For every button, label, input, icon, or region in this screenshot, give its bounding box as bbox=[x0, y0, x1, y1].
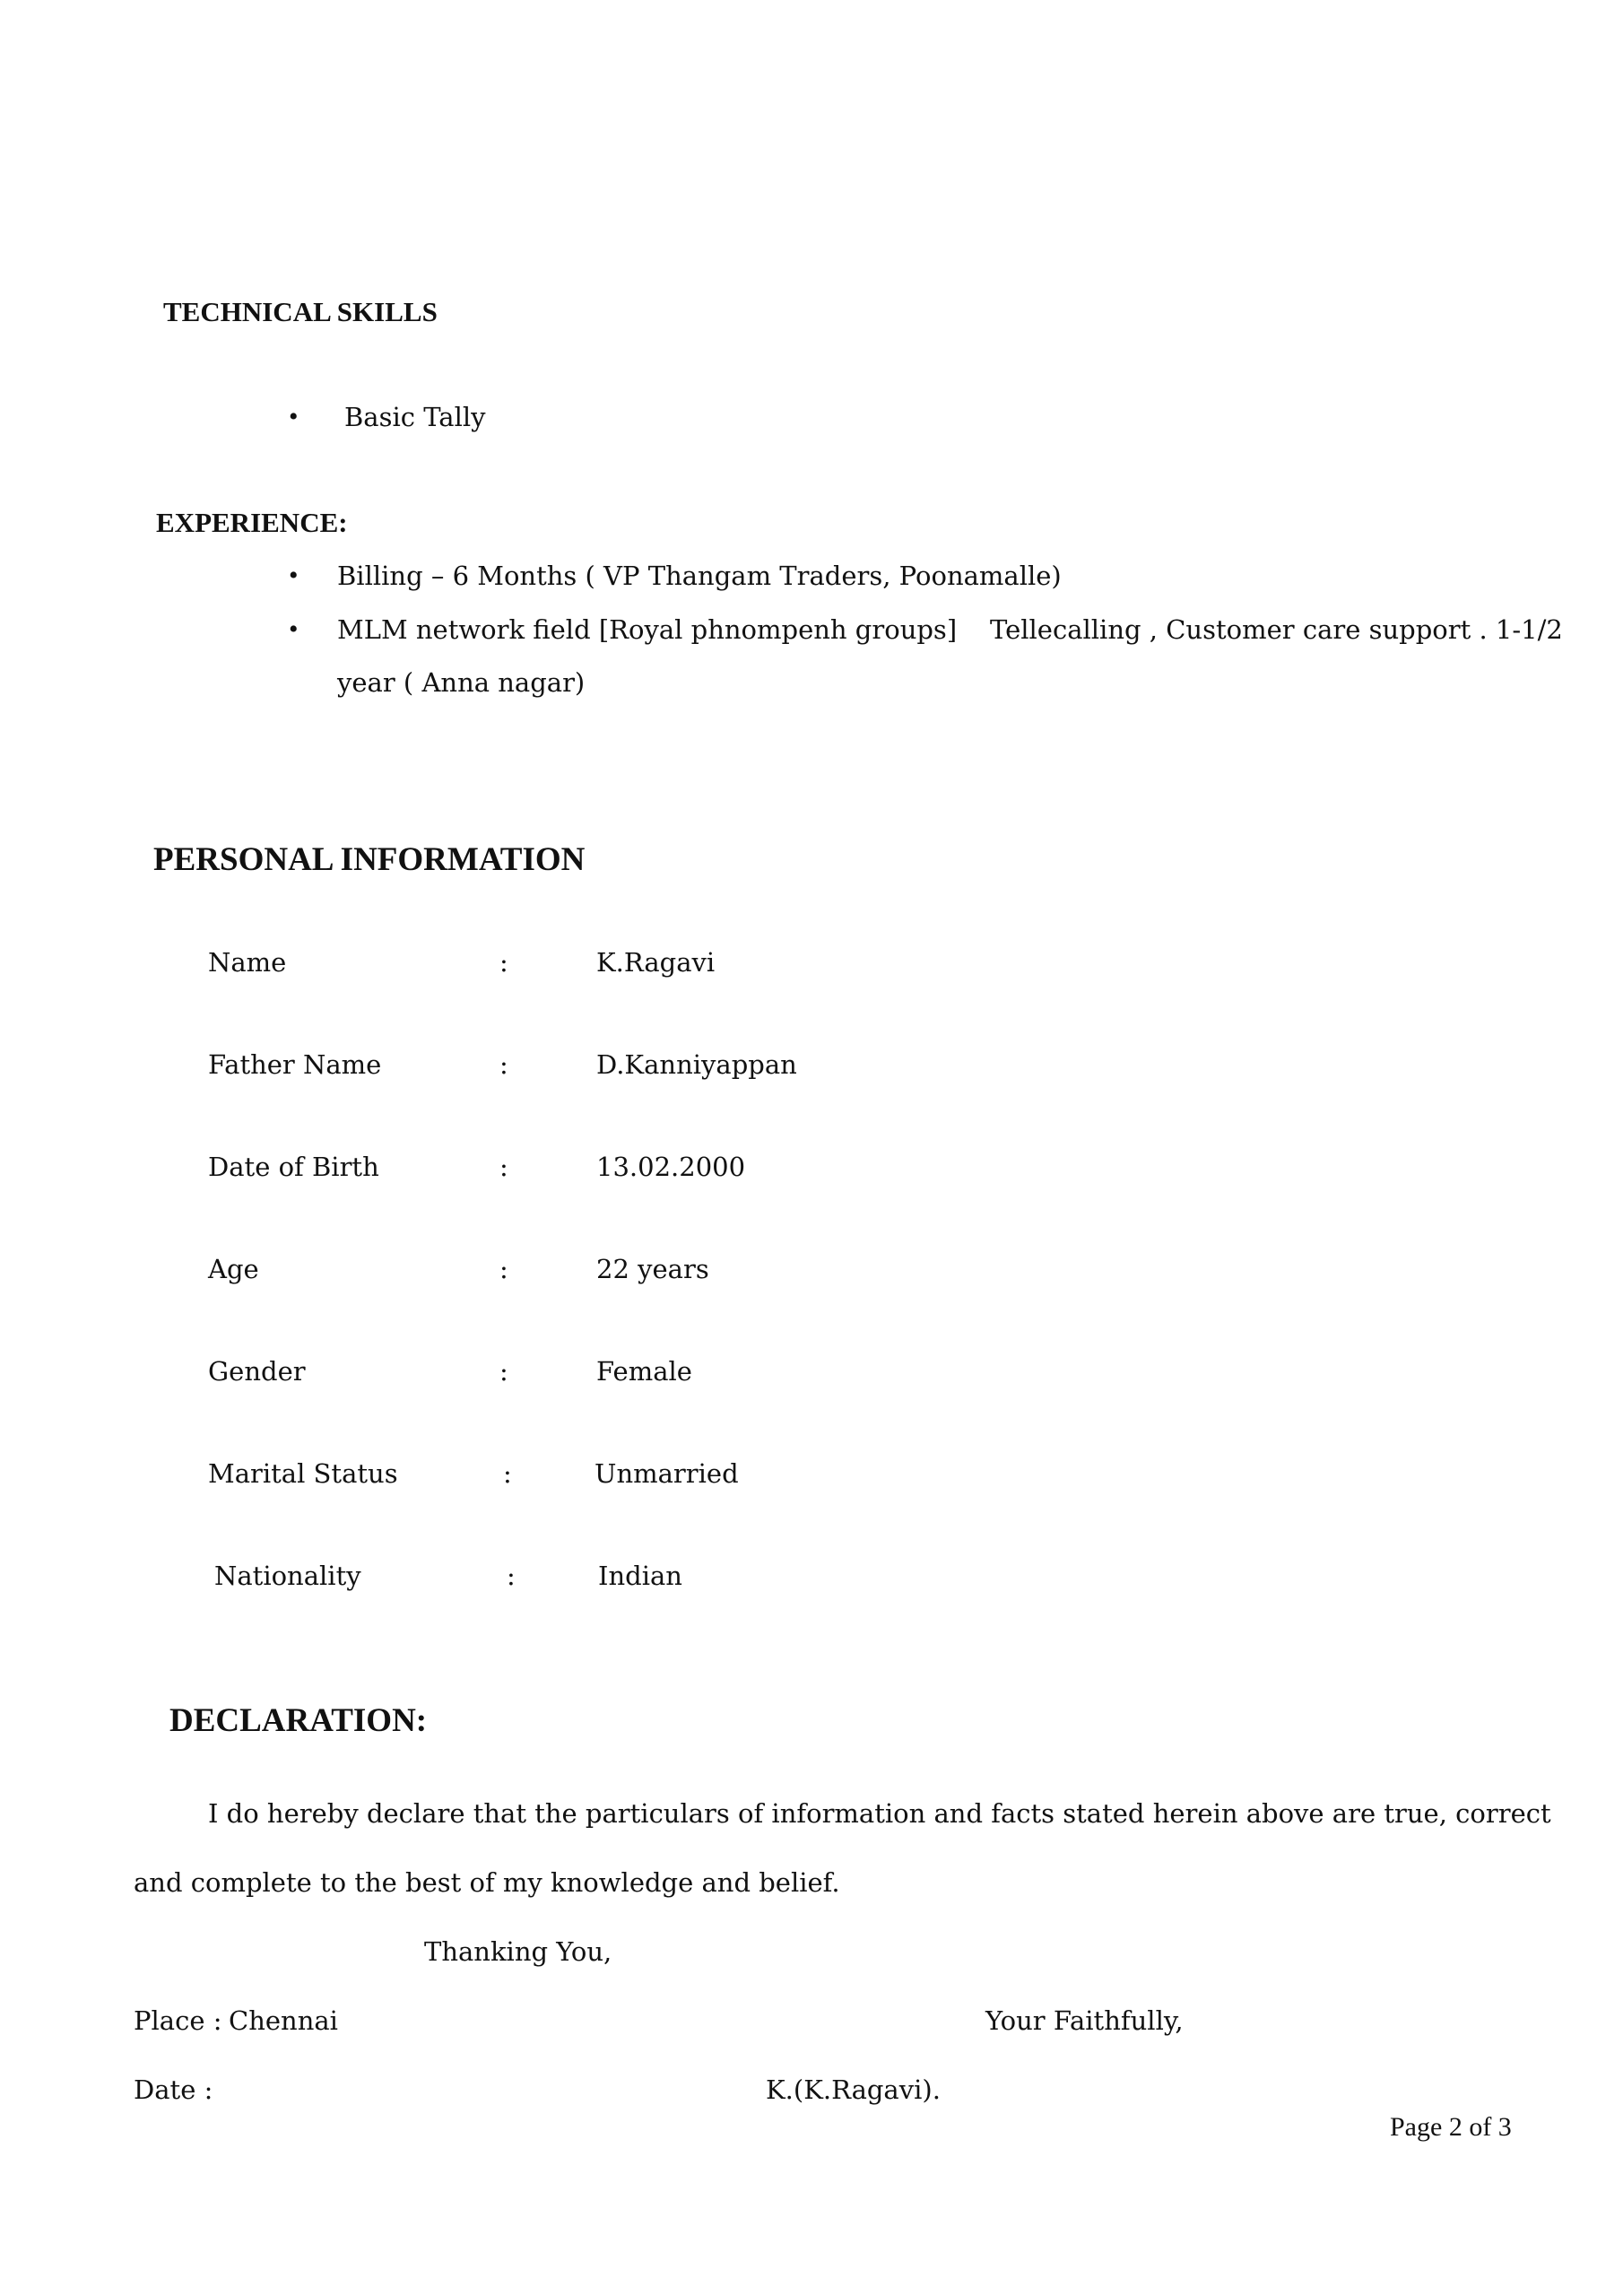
signature-name: K.(K.Ragavi). bbox=[766, 2074, 941, 2105]
place-label: Place : bbox=[134, 2005, 222, 2036]
info-separator: : bbox=[503, 1458, 512, 1489]
info-separator: : bbox=[499, 947, 508, 978]
info-label: Age bbox=[208, 1254, 259, 1284]
personal-information-heading: PERSONAL INFORMATION bbox=[153, 841, 586, 878]
info-separator: : bbox=[499, 1356, 508, 1387]
declaration-line: I do hereby declare that the particulars of information and facts stated herein above are true, correct bbox=[208, 1798, 1551, 1829]
experience-heading: EXPERIENCE: bbox=[156, 507, 348, 538]
thanking-text: Thanking You, bbox=[424, 1936, 612, 1967]
info-value: Indian bbox=[598, 1561, 682, 1591]
bullet-icon: • bbox=[289, 561, 299, 590]
technical-skills-heading: TECHNICAL SKILLS bbox=[163, 296, 438, 327]
experience-item: MLM network field [Royal phnompenh groups] Tellecalling , Customer care support . 1-1/2 bbox=[337, 614, 1563, 645]
info-label: Gender bbox=[208, 1356, 306, 1387]
info-value: Unmarried bbox=[595, 1458, 739, 1489]
declaration-heading: DECLARATION: bbox=[169, 1702, 428, 1739]
page-number: Page 2 of 3 bbox=[1390, 2112, 1512, 2142]
info-value: 22 years bbox=[596, 1254, 709, 1284]
info-label: Name bbox=[208, 947, 287, 978]
skill-item: Basic Tally bbox=[344, 402, 486, 432]
info-value: 13.02.2000 bbox=[596, 1152, 746, 1182]
info-separator: : bbox=[499, 1152, 508, 1182]
info-label: Date of Birth bbox=[208, 1152, 379, 1182]
experience-item: Billing – 6 Months ( VP Thangam Traders, Poonamalle) bbox=[337, 561, 1062, 591]
info-label: Marital Status bbox=[208, 1458, 398, 1489]
place-value: Chennai bbox=[229, 2005, 338, 2036]
info-label: Father Name bbox=[208, 1049, 382, 1080]
date-label: Date : bbox=[134, 2074, 213, 2105]
declaration-line: and complete to the best of my knowledge and belief. bbox=[134, 1867, 840, 1898]
info-value: Female bbox=[596, 1356, 692, 1387]
info-value: K.Ragavi bbox=[596, 947, 716, 978]
info-separator: : bbox=[507, 1561, 516, 1591]
bullet-icon: • bbox=[289, 614, 299, 644]
info-separator: : bbox=[499, 1049, 508, 1080]
bullet-icon: • bbox=[289, 402, 299, 431]
info-value: D.Kanniyappan bbox=[596, 1049, 797, 1080]
info-label: Nationality bbox=[214, 1561, 361, 1591]
info-separator: : bbox=[499, 1254, 508, 1284]
closing-text: Your Faithfully, bbox=[985, 2005, 1184, 2036]
experience-item-continuation: year ( Anna nagar) bbox=[337, 667, 586, 698]
